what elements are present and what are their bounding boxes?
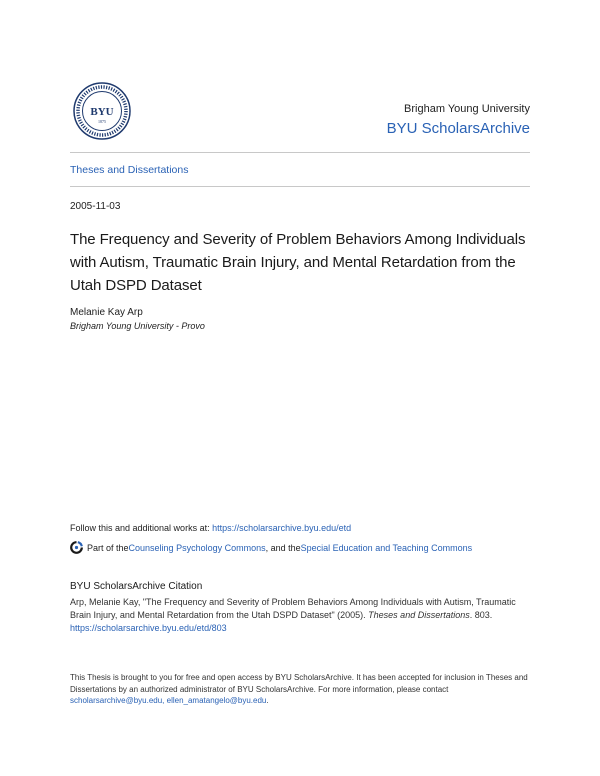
collection-link[interactable]: Theses and Dissertations (70, 164, 189, 176)
institution-name: Brigham Young University (404, 103, 530, 115)
contact-email-link[interactable]: scholarsarchive@byu.edu, ellen_amatangelo@byu.edu (70, 696, 267, 705)
citation-text (70, 596, 535, 635)
archive-name[interactable]: BYU ScholarsArchive (386, 120, 530, 137)
divider (70, 186, 530, 187)
follow-prefix: Follow this and additional works at: (70, 523, 213, 533)
part-of-line (70, 541, 472, 554)
partof-middle: , and the (265, 542, 301, 553)
publication-date: 2005-11-03 (70, 201, 121, 212)
author-affiliation: Brigham Young University - Provo (70, 321, 205, 331)
institution-header (387, 103, 530, 137)
follow-url-link[interactable]: https://scholarsarchive.byu.edu/etd (212, 523, 352, 533)
citation-series: Theses and Dissertations (368, 610, 470, 620)
access-statement (70, 672, 530, 707)
access-text: This Thesis is brought to you for free and open access by BYU ScholarsArchive. It has been accepted for inclusion in Theses and Dissertations by an authorized administrator of BYU ScholarsArchive. For more information, please contact (70, 673, 528, 694)
citation-body: Arp, Melanie Kay, "The Frequency and Severity of Problem Behaviors Among Individuals with Autism, Traumatic Brain Injury, and Mental Retardation from the Utah DSPD Dataset" (2005). (70, 597, 516, 620)
partof-prefix: Part of the (87, 542, 129, 553)
network-commons-icon (70, 541, 83, 554)
access-end: . (266, 696, 269, 705)
document-title: The Frequency and Severity of Problem Behaviors Among Individuals with Autism, Traumatic Brain Injury, and Mental Retardation from the Utah DSPD Dataset (70, 231, 526, 294)
citation-number: . 803. (469, 610, 493, 620)
citation-heading: BYU ScholarsArchive Citation (70, 581, 203, 592)
counseling-psychology-link[interactable]: Counseling Psychology Commons (128, 542, 266, 553)
author-name: Melanie Kay Arp (70, 307, 143, 318)
divider (70, 152, 530, 153)
seal-year: 1875 (98, 119, 106, 124)
citation-url-link[interactable]: https://scholarsarchive.byu.edu/etd/803 (70, 623, 227, 633)
seal-logo-text: BYU (90, 106, 114, 118)
special-education-link[interactable]: Special Education and Teaching Commons (300, 542, 473, 553)
byu-seal-logo (73, 82, 131, 140)
follow-line (70, 523, 351, 533)
